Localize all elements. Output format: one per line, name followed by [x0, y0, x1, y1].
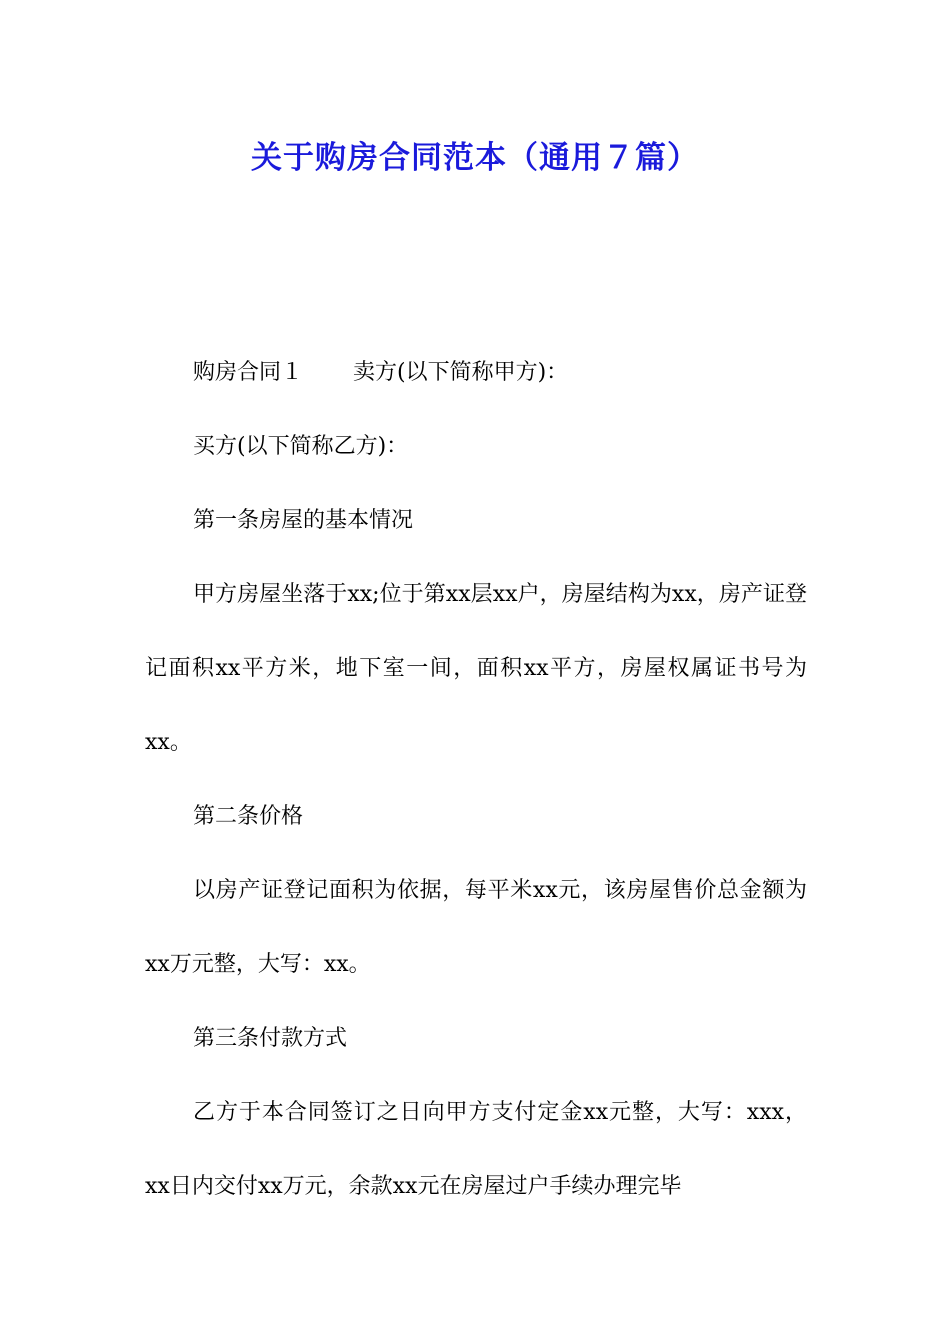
- clause-heading-3: 第三条付款方式: [193, 1026, 348, 1051]
- paragraph-buyer: 买方(以下简称乙方)：: [193, 434, 409, 459]
- paragraph-contract-heading: [145, 336, 807, 410]
- clause-heading-1: 第一条房屋的基本情况: [193, 508, 414, 533]
- seller-label: 卖方(以下简称甲方)：: [353, 360, 569, 385]
- paragraph-price: 以房产证登记面积为依据，每平米xx元，该房屋售价总金额为xx万元整，大写：xx。: [145, 878, 807, 977]
- contract-number: 购房合同１: [193, 360, 304, 385]
- paragraph-payment: 乙方于本合同签订之日向甲方支付定金xx元整，大写：xxx，xx日内交付xx万元，余款xx元在房屋过户手续办理完毕: [145, 1100, 807, 1199]
- paragraph-property-details: 甲方房屋坐落于xx;位于第xx层xx户，房屋结构为xx，房产证登记面积xx平方米，地下室一间，面积xx平方，房屋权属证书号为xx。: [145, 582, 807, 755]
- document-body: [145, 336, 807, 1224]
- clause-heading-2: 第二条价格: [193, 804, 304, 829]
- document-title: 关于购房合同范本（通用７篇）: [251, 140, 699, 176]
